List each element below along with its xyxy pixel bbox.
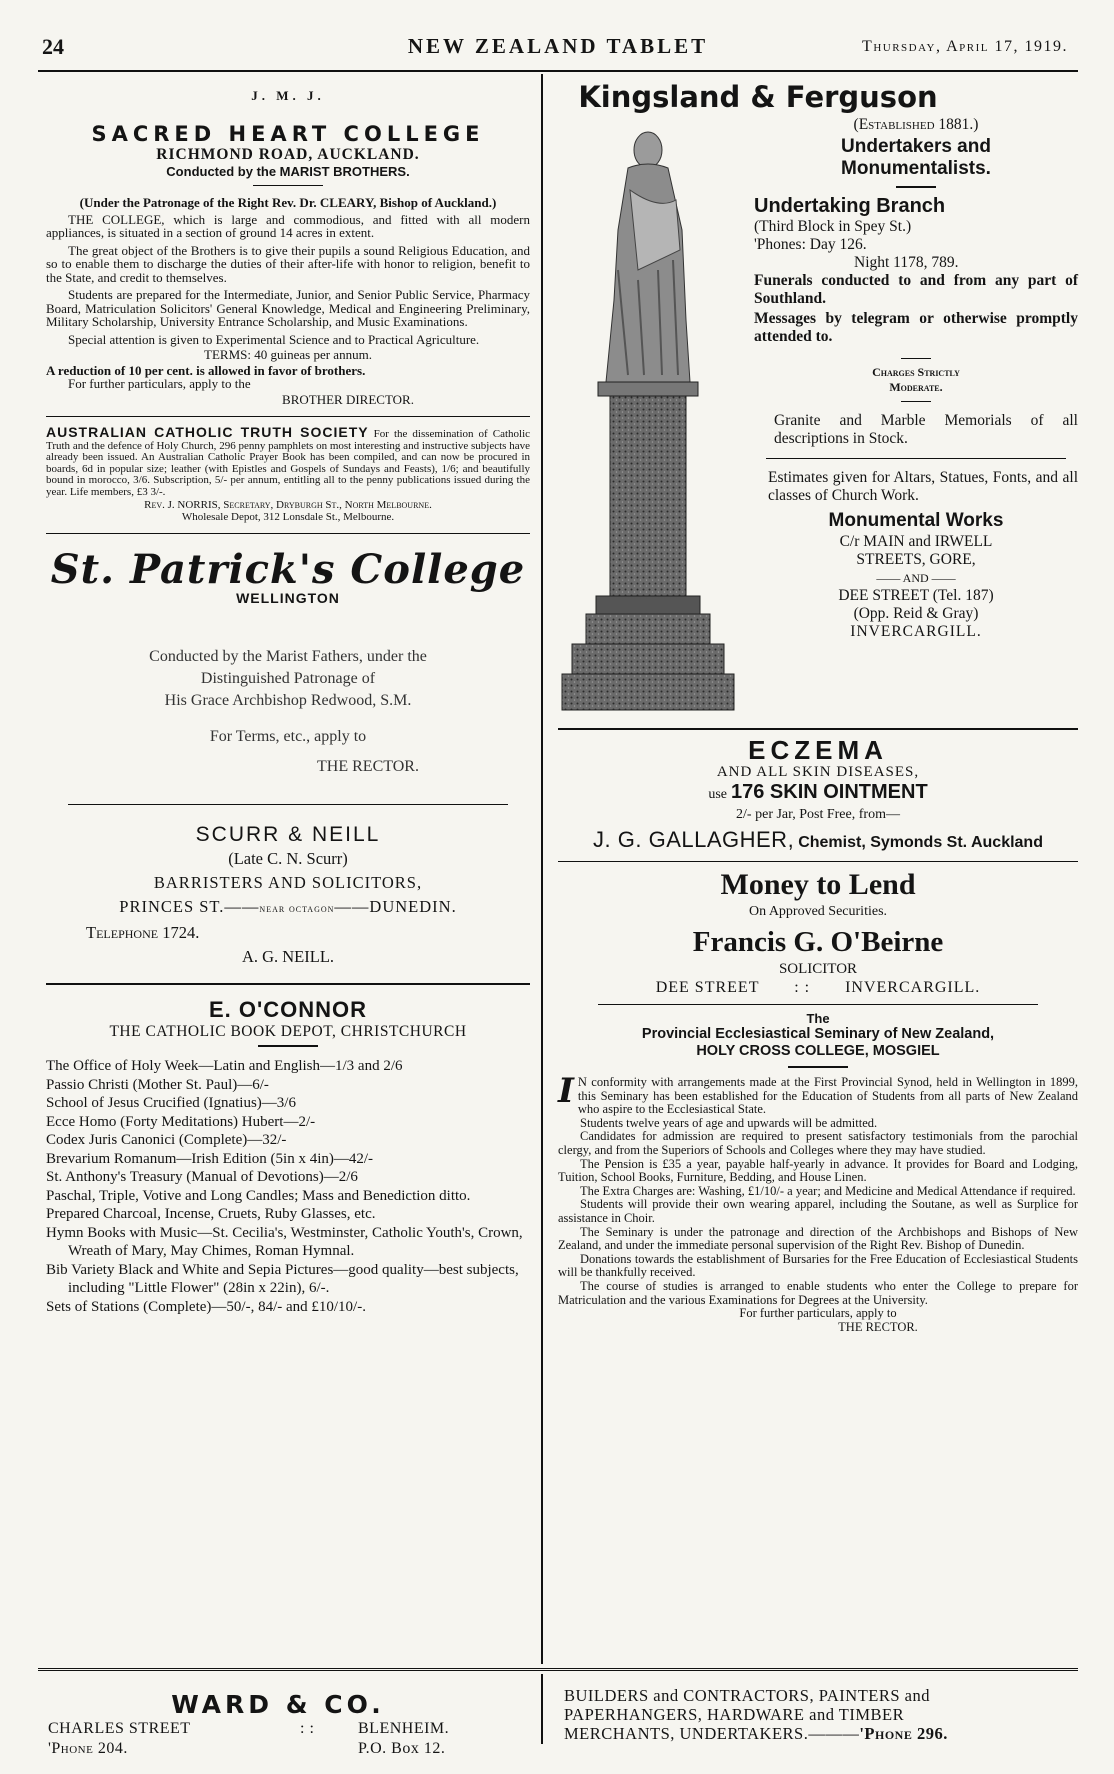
money-sub: On Approved Securities. [748,904,888,919]
line: Distinguished Patronage of [200,670,376,687]
body-paragraph: Students will provide their own wearing apparel, including the Soutane, as well as Surplice for assistance in Choir. [558,1197,1078,1225]
depot-text: Wholesale Depot, 312 Lonsdale St., Melbourne. [181,510,395,523]
ward-title: WARD & CO. [171,1690,385,1719]
scurr-neill-ad [46,823,530,969]
seminary-body [558,1071,1078,1334]
body-paragraph: Candidates for admission are required to present satisfactory testimonials from the parochial clergy, and from the Superiors of Schools and Colleges where they may have studied. [558,1129,1078,1157]
jmj-initials: J. M. J. [251,88,325,103]
works-title: Monumental Works [828,510,1004,531]
funerals-text: Funerals conducted to and from any part of Southland. [754,272,1078,307]
firm-address: PRINCES ST.——near octagon——DUNEDIN. [119,897,457,916]
divider [253,185,323,186]
charges-2: Moderate. [889,380,943,394]
line: Conducted by the Marist Fathers, under the [149,648,427,665]
works-addr-3: DEE STREET (Tel. 187) [838,587,994,604]
college-city: WELLINGTON [236,590,340,606]
ward-street: CHARLES STREET [48,1720,191,1737]
divider [598,1004,1038,1005]
newspaper-page [38,18,1078,1758]
shop-name: E. O'CONNOR [208,997,368,1022]
book-list [46,1057,530,1316]
page-header [38,28,1078,68]
director-text: BROTHER DIRECTOR. [282,391,414,407]
college-title: St. Patrick's College [50,546,526,593]
firm-details [754,116,1078,641]
college-text [46,646,530,778]
builders-line-2: PAPERHANGERS, HARDWARE and TIMBER [564,1705,905,1724]
book-list-item: St. Anthony's Treasury (Manual of Devotions)—2/6 [46,1169,358,1185]
solicitor-role: SOLICITOR [778,961,858,977]
ad-body [46,196,530,406]
catholic-truth-society-ad [46,424,531,523]
rector-text: THE RECTOR. [317,758,419,775]
book-list-item: Prepared Charcoal, Incense, Cruets, Ruby Glasses, etc. [46,1206,376,1222]
firm-contact: A. G. NEILL. [241,947,335,966]
body-paragraph: THE COLLEGE, which is large and commodious, and fitted with all modern appliances, is situated in a section of ground 14 acres in extent. [46,211,530,240]
firm-telephone: Telephone 1724. [86,923,200,942]
issue-date: Thursday, April 17, 1919. [862,38,1068,55]
oconnor-ad [46,997,530,1316]
divider [788,1066,848,1068]
book-list-item: Bib Variety Black and White and Sepia Pictures—good quality—best subjects, including "Little Flower" (28in x 22in), 6/-. [46,1261,519,1296]
reduction-text: A reduction of 10 per cent. is allowed in favor of brothers. [46,362,366,378]
divider [558,728,1078,730]
body-paragraph: The Seminary is under the patronage and direction of the Archbishops and Bishops of New Zealand, and under the immediate personal supervision of the Right Rev. Bishop of Dunedin. [558,1224,1078,1253]
book-list-item: Paschal, Triple, Votive and Long Candles; Mass and Benediction ditto. [46,1187,471,1204]
ward-co-ad [38,1690,518,1759]
branch-title: Undertaking Branch [754,195,946,217]
seller-address: Chemist, Symonds St. Auckland [798,834,1043,851]
ward-sep: : : [300,1720,315,1737]
builders-line-3: MERCHANTS, UNDERTAKERS.———'Phone 296. [564,1724,948,1743]
solicitor-name: Francis G. O'Beirne [692,926,944,958]
eczema-ad [558,736,1078,853]
granite-text: Granite and Marble Memorials of all descriptions in Stock. [774,412,1078,447]
divider [766,458,1066,459]
st-patricks-ad [46,548,530,778]
book-list-item: Ecce Homo (Forty Meditations) Hubert—2/- [46,1113,316,1130]
body-paragraph: The course of studies is arranged to enable students who enter the College to prepare for Matriculation and the various Examinations for Degrees at the University. [558,1278,1078,1307]
builders-ad [564,1686,1080,1743]
works-addr-4: (Opp. Reid & Gray) [853,605,979,622]
eczema-line: AND ALL SKIN DISEASES, [716,764,920,780]
secretary-text: Rev. J. NORRIS, Secretary, Dryburgh St., North Melbourne. [144,499,432,511]
works-addr-1: C/r MAIN and IRWELL [839,533,993,550]
eczema-title: ECZEMA [748,735,888,765]
body-paragraph: Students are prepared for the Intermediate, Junior, and Senior Public Service, Pharmacy Board, Matriculation Solicitors' General Knowledge, Medical and Engineering Preliminary, Military Scholarship, University Entrance Scholarship, and Music Examinations. [46,287,530,329]
estimates-text: Estimates given for Altars, Statues, Fonts, and all classes of Church Work. [768,469,1078,504]
near: near octagon [259,903,335,915]
society-name: AUSTRALIAN CATHOLIC TRUTH SOCIETY [46,424,369,440]
works-and: —— AND —— [876,571,956,585]
street: PRINCES ST. [119,897,225,916]
divider [901,358,931,359]
charges-1: Charges Strictly [872,365,960,379]
kingsland-ferguson-ad [558,76,1078,716]
divider [558,861,1078,862]
seller-name: J. G. GALLAGHER, [593,827,795,852]
established: (Established 1881.) [853,116,979,133]
divider [46,983,530,985]
seminary-title: Provincial Ecclesiastical Seminary of New Zealand, [641,1026,995,1042]
header-rule [38,70,1078,72]
ad-title: SACRED HEART COLLEGE [91,122,485,146]
body-paragraph: The Extra Charges are: Washing, £1/10/- a year; and Medicine and Medical Attendance if required. [580,1183,1076,1198]
left-column [46,88,530,1316]
shop-sub: THE CATHOLIC BOOK DEPOT, CHRISTCHURCH [109,1023,467,1040]
newspaper-title: NEW ZEALAND TABLET [407,34,709,58]
divider [46,416,530,417]
sacred-heart-ad [46,88,530,417]
seminary-ad [558,1011,1078,1334]
divider [896,186,936,188]
price-text: 2/- per Jar, Post Free, from— [736,807,900,822]
footer-divider [541,1674,543,1744]
builders-phone: 'Phone 296. [859,1724,948,1743]
further-text: For further particulars, apply to [739,1306,897,1321]
ad-address: RICHMOND ROAD, AUCKLAND. [156,146,420,163]
rector-text: THE RECTOR. [838,1319,918,1334]
book-list-item: School of Jesus Crucified (Ignatius)—3/6 [46,1095,296,1111]
book-list-item: The Office of Holy Week—Latin and English—1/3 and 2/6 [46,1058,403,1074]
works-city: INVERCARGILL. [850,623,982,640]
divider [258,1045,318,1047]
book-list-item: Brevarium Romanum—Irish Edition (5in x 4in)—42/- [46,1150,374,1167]
terms-text: TERMS: 40 guineas per annum. [204,347,372,362]
right-column [558,76,1078,1334]
ward-phone: 'Phone 204. [48,1740,128,1757]
firm-title: Kingsland & Ferguson [578,80,938,114]
city: DUNEDIN. [369,897,457,916]
line: His Grace Archbishop Redwood, S.M. [164,692,412,709]
town: INVERCARGILL. [845,979,981,996]
divider [68,804,508,805]
book-list-item: Hymn Books with Music—St. Cecilia's, Westminster, Catholic Youth's, Crown, Wreath of Mary, May Chimes, Roman Hymnal. [46,1224,523,1259]
divider [46,533,530,534]
works-addr-2: STREETS, GORE, [856,551,976,568]
society-body: For the dissemination of Catholic Truth and the defence of Holy Church, 296 penny pamphlets on most interesting and instructive subjects have already been issued. An Australian Catholic Prayer Book has been compiled, and can now be procured in boards, 6d in popular size; leather (with Epistles and Gospels of Sundays and Feasts), 1/6; and beautifully bound in morocco, 3/6. Subscription, 5/- per annum, entitling all to the penny publications issued during the year. Life members, £3 3/-. [46,428,531,498]
branch-night: Night 1178, 789. [854,254,959,271]
book-list-item: Sets of Stations (Complete)—50/-, 84/- and £10/10/-. [46,1298,366,1315]
book-list-item: Codex Juris Canonici (Complete)—32/- [46,1132,287,1148]
ad-conducted: Conducted by the MARIST BROTHERS. [166,164,410,179]
book-list-item: Passio Christi (Mother St. Paul)—6/- [46,1076,269,1093]
street: DEE STREET [655,979,760,996]
and: AND [902,571,929,585]
use-text: use [708,787,727,802]
role-1: Undertakers and [841,136,991,157]
product-name: 176 SKIN OINTMENT [730,781,928,803]
body-paragraph: The Pension is £35 a year, payable half-yearly in advance. It provides for Board and Lodging, Tuition, School Books, Furniture, Bedding, and House Linen. [558,1156,1078,1185]
branch-address: (Third Block in Spey St.) [754,218,912,235]
statue-monument-image [558,120,738,716]
body-paragraph: Special attention is given to Experimental Science and to Practical Agriculture. [68,331,480,347]
seminary-the: The [806,1011,830,1026]
builders-text: MERCHANTS, UNDERTAKERS. [564,1724,809,1743]
separator: : : [794,979,811,996]
patronage-text: (Under the Patronage of the Right Rev. Dr. CLEARY, Bishop of Auckland.) [79,195,497,210]
body-paragraph: Students twelve years of age and upwards will be admitted. [580,1115,878,1130]
role-2: Monumentalists. [841,158,991,179]
seminary-college: HOLY CROSS COLLEGE, MOSGIEL [696,1043,940,1059]
further-text: For further particulars, apply to the [68,376,251,391]
solicitor-address [558,978,1078,998]
firm-role: BARRISTERS AND SOLICITORS, [153,873,423,892]
page-number: 24 [42,34,64,59]
body-paragraph: Donations towards the establishment of Bursaries for the Free Education of Ecclesiastical Students will be thankfully received. [558,1251,1078,1280]
line: For Terms, etc., apply to [209,728,367,745]
messages-text: Messages by telegram or otherwise promptly attended to. [754,310,1078,345]
body-paragraph: The great object of the Brothers is to give their pupils a sound Religious Education, and so to enable them to discharge the duties of their after-life with honor to religion, benefit to the State, and credit to themselves. [46,242,530,285]
footer-rule [38,1668,1078,1673]
drop-cap: I [558,1071,574,1111]
firm-name: SCURR & NEILL [195,823,381,846]
divider [901,401,931,402]
column-divider [541,74,543,1664]
ward-town: BLENHEIM. [358,1720,450,1737]
money-to-lend-ad [558,868,1078,998]
builders-line-1: BUILDERS and CONTRACTORS, PAINTERS and [564,1686,930,1705]
branch-phones: 'Phones: Day 126. [754,236,867,253]
money-title: Money to Lend [720,868,916,901]
ward-box: P.O. Box 12. [358,1740,446,1757]
body-paragraph: N conformity with arrangements made at the First Provincial Synod, held in Wellington in 1899, this Seminary has been established for the Education of Students from all parts of New Zealand who aspire to the Ecclesiastical State. [577,1075,1078,1117]
firm-late: (Late C. N. Scurr) [228,849,348,868]
